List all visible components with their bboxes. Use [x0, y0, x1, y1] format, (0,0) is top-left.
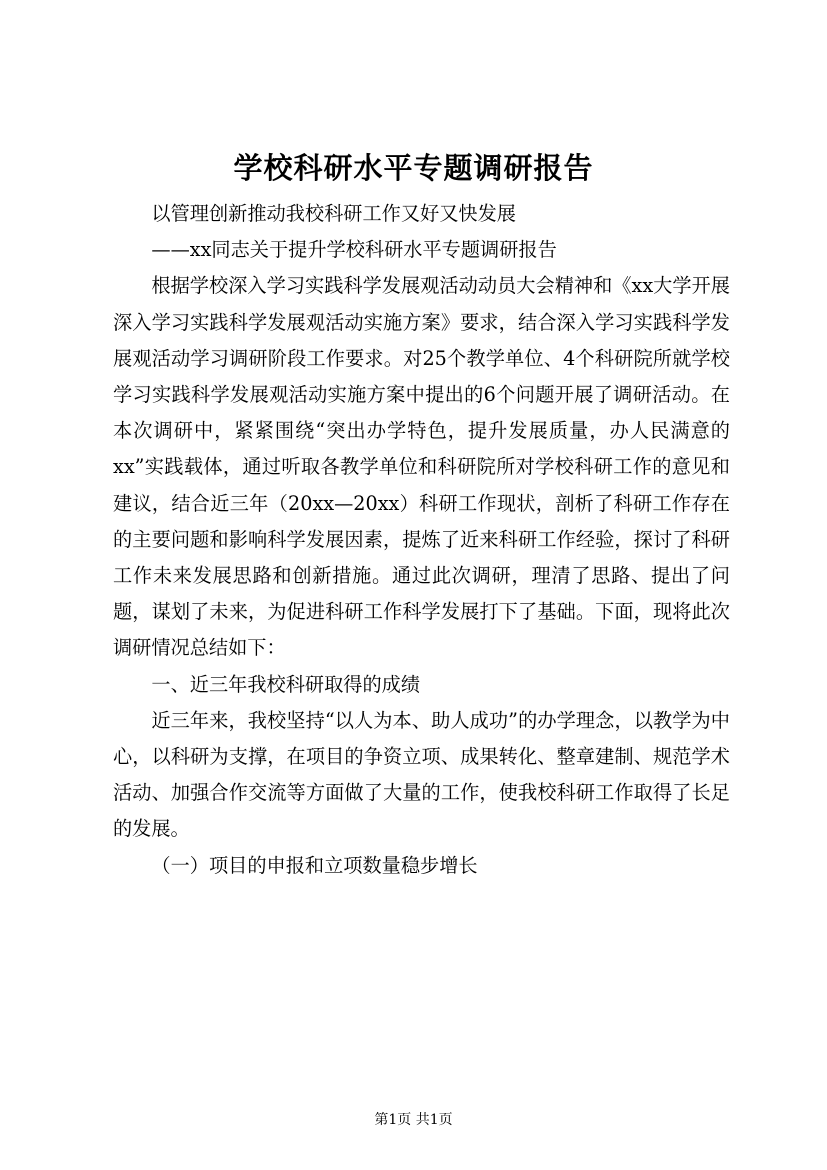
subsection-heading-1: （一）项目的申报和立项数量稳步增长	[151, 853, 478, 877]
attribution-paragraph: ——xx同志关于提升学校科研水平专题调研报告	[151, 238, 557, 262]
achievements-paragraph: 近三年来，我校坚持“以人为本、助人成功”的办学理念，以教学为中心，以科研为支撑，在项目的争资立项、成果转化、整章建制、规范学术活动、加强合作交流等方面做了大量的工作，使我校科研工作取得了长足的发展。	[113, 708, 730, 841]
page-footer: 第1页 共1页	[374, 1112, 453, 1128]
subtitle-paragraph: 以管理创新推动我校科研工作又好又快发展	[151, 202, 516, 225]
intro-paragraph: 根据学校深入学习实践科学发展观活动动员大会精神和《xx大学开展深入学习实践科学发展观活动实施方案》要求，结合深入学习实践科学发展观活动学习调研阶段工作要求。对25个教学单位、4个科研院所就学校学习实践科学发展观活动实施方案中提出的6个问题开展了调研活动。在本次调研中，紧紧围绕“突出办学特色，提升发展质量，办人民满意的xx”实践载体，通过听取各教学单位和科研院所对学校科研工作的意见和建议，结合近三年（20xx—20xx）科研工作现状，剖析了科研工作存在的主要问题和影响科学发展因素，提炼了近来科研工作经验，探讨了科研工作未来发展思路和创新措施。通过此次调研，理清了思路、提出了问题，谋划了未来，为促进科研工作科学发展打下了基础。下面，现将此次调研情况总结如下：	[113, 274, 730, 660]
section-heading-1: 一、近三年我校科研取得的成绩	[151, 672, 421, 696]
document-title: 学校科研水平专题调研报告	[233, 151, 594, 185]
document-body	[113, 196, 730, 884]
